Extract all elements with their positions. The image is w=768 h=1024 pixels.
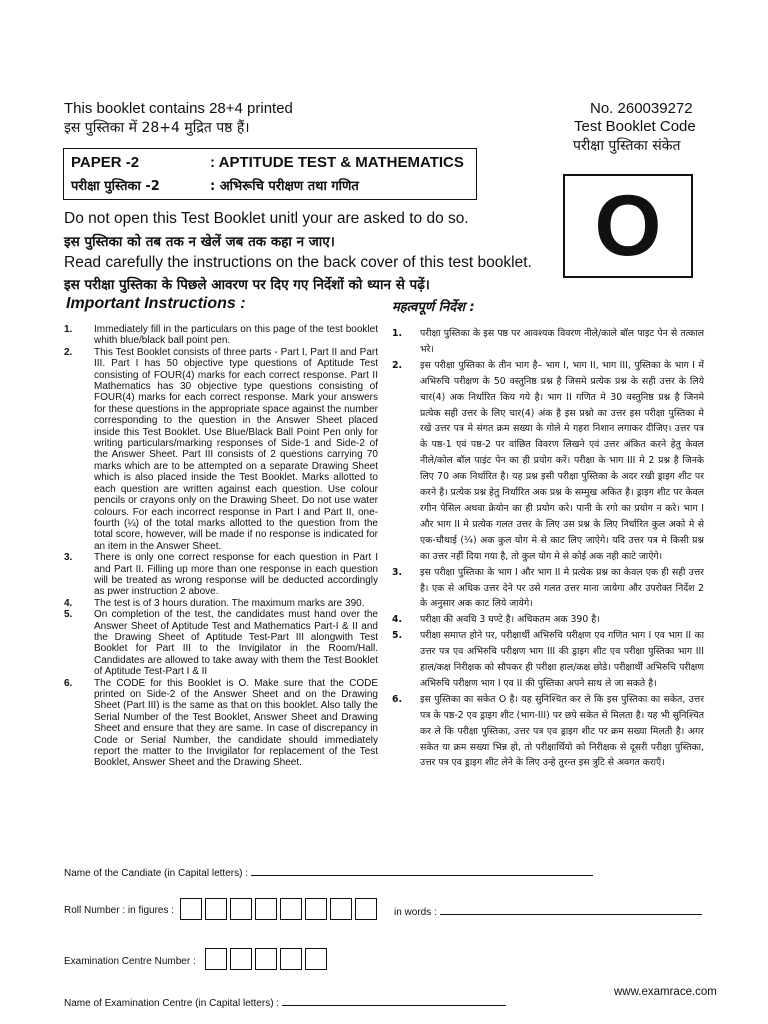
- instructions-list-hi: [392, 326, 704, 771]
- instruction-item-hi: 4. परीक्षा की अवधि 3 घण्टे है। अधिकतम अक 390 है।: [392, 614, 600, 626]
- centre-name-field[interactable]: [282, 996, 506, 1006]
- candidate-name-label: Name of the Candiate (in Capital letters) :: [64, 868, 248, 879]
- paper-subject-en: : APTITUDE TEST & MATHEMATICS: [210, 154, 464, 171]
- code-label-hi: परीक्षा पुस्तिका संकेत: [573, 138, 681, 154]
- booklet-pages-hi: इस पुस्तिका में 28+4 मुद्रित पष्ठ हैं।: [64, 120, 250, 136]
- roll-digit-box[interactable]: [280, 898, 302, 920]
- paper-title-box: [63, 148, 477, 200]
- booklet-code-letter: O: [594, 178, 662, 274]
- instruction-item: 1. Immediately fill in the particulars on this page of the test booklet whith blue/black ball point pen.: [64, 324, 378, 347]
- centre-digit-box[interactable]: [305, 948, 327, 970]
- roll-digit-box[interactable]: [255, 898, 277, 920]
- instructions-heading-hi: महत्वपूर्ण निर्देश :: [392, 300, 475, 315]
- instructions-heading-en: Important Instructions :: [66, 295, 246, 312]
- roll-number-boxes[interactable]: [180, 898, 380, 920]
- paper-number-en: PAPER -2: [71, 154, 140, 171]
- notice-do-not-open-hi: इस पुस्तिका को तब तक न खेलें जब तक कहा न जाए।: [64, 234, 335, 250]
- centre-digit-box[interactable]: [280, 948, 302, 970]
- instruction-item-hi: 5. परीक्षा समाप्त होने पर, परीक्षार्थी अभिरुचि परीक्षण एव गणित भाग I एव भाग II का उत्तर पत्र एव अभिरुचि परीक्षण भाग III की ड्राइग शीट एव परीक्षा पुस्तिका भाग III हाल/कक्ष निरीक्षक को सौपकर ही परीक्षा हाल/कक्ष छोडे। परीक्षार्थी अभिरुचि परीक्षण अभिरुचि परीक्षण भाग I एव II की पुस्तिका अपने साथ ले जा सकते है।: [392, 630, 704, 689]
- centre-name-row: [64, 996, 506, 1009]
- instruction-item: 6. The CODE for this Booklet is O. Make sure that the CODE printed on Side-2 of the Answer Sheet and on the Drawing Sheet (Part III) is the same as that on this booklet. Also tally the Serial Number of the Test Booklet, Answer Sheet and Drawing Sheet and ensure that they are same. In case of discrepancy in Code or Serial Number, the candidate should immediately report the matter to the Invigilator for replacement of the Test Booklet, Answer Sheet and the Drawing Sheet.: [64, 677, 378, 769]
- code-label-en: Test Booklet Code: [574, 118, 696, 135]
- instruction-item-hi: 6. इस पुस्तिका का सकेत O है। यह सुनिश्चित कर ले कि इस पुस्तिका का सकेत, उत्तर पत्र के पष्ठ-2 एव ड्राइग शीट (भाग-III) पर छपे सकेत से मिलता है। यह भी सुनिश्चित कर ले कि परीक्षा पुस्तिका, उत्तर पत्र एव ड्राइग शीट पर क्रम सख्या मिलती है। अगर सकेत या क्रम सख्या भिन्न हो, तो परीक्षार्थियो को निरीक्षक से दूसरी परीक्षा पुस्तिका, उत्तर पत्र एव ड्राइग शीट लेने के लिए उन्हे तुरन्त इस त्रुटि से अवगत कराएँ।: [392, 693, 704, 769]
- instructions-list-en: [64, 324, 378, 769]
- paper-subject-hi: : अभिरूचि परीक्षण तथा गणित: [210, 179, 359, 194]
- roll-digit-box[interactable]: [205, 898, 227, 920]
- centre-digit-box[interactable]: [255, 948, 277, 970]
- centre-number-boxes[interactable]: [205, 948, 330, 970]
- roll-number-label: Roll Number : in figures :: [64, 905, 175, 916]
- instruction-item-hi: 3. इस परीक्षा पुस्तिका के भाग I और भाग II मे प्रत्येक प्रश्न का केवल एक ही सही उत्तर है। एक से अधिक उत्तर देने पर उसे गलत उत्तर माना जायेगा और उपरोक्त निर्देश 2 के अनुसार अक काट लिये जायेगे।: [392, 566, 704, 610]
- instruction-item: 2. This Test Booklet consists of three parts - Part I, Part II and Part III. Part I has 50 objective type questions of Aptitude Test consisting of FOUR(4) marks for each correct response. Part II Mathematics has 30 objective type questions consisting of FOUR(4) marks for each correct response. Mark your answers for these questions in the appropriate space against the number corresponding to the question in the Answer Sheet placed inside this Test Booklet. Use Blue/Black Ball Point Pen only for writing particulars/marking responses of Side-1 and Side-2 of the Answer Sheet. Part III consists of 2 questions carrying 70 marks which are to be attempted on a separate Drawing Sheet which is also placed inside the Test Booklet. Marks allotted to each question are written against each question. Use colour pencils or crayons only on the Drawing Sheet. Do not use water colours. For each incorrect response in Part I and Part II, one-fourth (¼) of the total marks allotted to the question from the total score, however, will be made if no response is indicated for an item in the Answer Sheet.: [64, 346, 378, 552]
- centre-digit-box[interactable]: [205, 948, 227, 970]
- roll-digit-box[interactable]: [180, 898, 202, 920]
- notice-do-not-open-en: Do not open this Test Booklet unitl your are asked to do so.: [64, 210, 469, 227]
- instruction-item: 3. There is only one correct response for each question in Part I and Part II. Filling up more than one response in each question will be treated as wrong response will be deducted accordingly as pwer instruction 2 above.: [64, 552, 378, 598]
- roll-words-label: in words :: [394, 907, 437, 918]
- candidate-name-row: [64, 866, 593, 879]
- candidate-name-field[interactable]: [251, 866, 593, 876]
- roll-digit-box[interactable]: [355, 898, 377, 920]
- centre-number-label: Examination Centre Number :: [64, 956, 196, 967]
- centre-digit-box[interactable]: [230, 948, 252, 970]
- booklet-pages-en: This booklet contains 28+4 printed: [64, 100, 293, 117]
- instruction-item: 5. On completion of the test, the candidates must hand over the Answer Sheet of Aptitude Test and Mathematics Part-I & II and the Drawing Sheet of Aptitude Test-Part III alongwith Test Booklet for Part III to the Invigilator in the Room/Hall. Candidates are allowed to take away with them the Test Booklet of Aptitude Test-Part I & II: [64, 609, 378, 678]
- instruction-item-hi: 2. इस परीक्षा पुस्तिका के तीन भाग है– भाग I, भाग II, भाग III, पुस्तिका के भाग I में अभिरुचि परीक्षण के 50 वस्तुनिष्ठ प्रश्न है जिसमे प्रत्येक प्रश्न के सही उत्तर के लिये चार(4) अक निर्धारित किय गये है। भाग II गणित मे 30 वस्तुनिष्ठ प्रश्न है जिनमे प्रत्येक सही उत्तर के लिए चार(4) अंक है इस प्रश्नो का उत्तर इस परीक्षा पुस्तिका मे रखे उत्तर पत्र मे संगत क्रम सख्या के गोले मे गहरा निशान लगाकर दीजिए। उत्तर पत्र के पष्ठ-1 एवं पष्ठ-2 पर वांछित विवरण लिखने एवं उत्तर अंकित करने हेतु केवल नीले/कोल बॉल पाइंट पेन का ही प्रयोग करें। परीक्षा के भाग III मे 2 प्रश्न है जिनके लिए 70 अक निर्धारित है। यह प्रश्न इसी परीक्षा पुस्तिका के अदर रखी ड्राइग शीट पर करने है। प्रत्येक प्रश्न हेतु निर्धारित अक प्रश्न के सम्मुख अकित है। ड्राइग शीट पर केवल रगीन पेसिल अथवा क्रेयोन का ही प्रयोग करे। पानी के रगो का प्रयोग न करे। भाग I और भाग II मे प्रत्येक गलत उत्तर के लिए उस प्रश्न के लिए निर्धारित कुल अको मे से एक-चौथाई (¼) अक कुल योग मे से काट लिए जाऐगे। यदि उत्तर पत्र मे किसी प्रश्न का उत्तर नहीं दिया गया है, तो कुल योग मे से कोई अक नही काटे जाऐगे।: [392, 359, 704, 562]
- website-watermark: www.examrace.com: [614, 986, 717, 998]
- roll-words-field[interactable]: [440, 905, 702, 915]
- notice-read-back-cover-en: Read carefully the instructions on the back cover of this test booklet.: [64, 254, 532, 271]
- booklet-code-box: [563, 174, 693, 278]
- roll-words-row: [394, 905, 702, 918]
- serial-number: No. 260039272: [590, 100, 693, 117]
- instruction-item: 4. The test is of 3 hours duration. The maximum marks are 390.: [64, 597, 365, 609]
- roll-digit-box[interactable]: [230, 898, 252, 920]
- centre-name-label: Name of Examination Centre (in Capital letters) :: [64, 998, 280, 1009]
- roll-digit-box[interactable]: [305, 898, 327, 920]
- roll-digit-box[interactable]: [330, 898, 352, 920]
- notice-read-back-cover-hi: इस परीक्षा पुस्तिका के पिछले आवरण पर दिए गए निर्देशों को ध्यान से पढ़ें।: [64, 277, 430, 293]
- instruction-item-hi: 1. परीक्षा पुस्तिका के इस पष्ठ पर आवश्यक विवरण नीले/काले बॉल पाइट पेन से तत्काल भरे।: [392, 328, 704, 355]
- paper-number-hi: परीक्षा पुस्तिका -2: [71, 179, 160, 194]
